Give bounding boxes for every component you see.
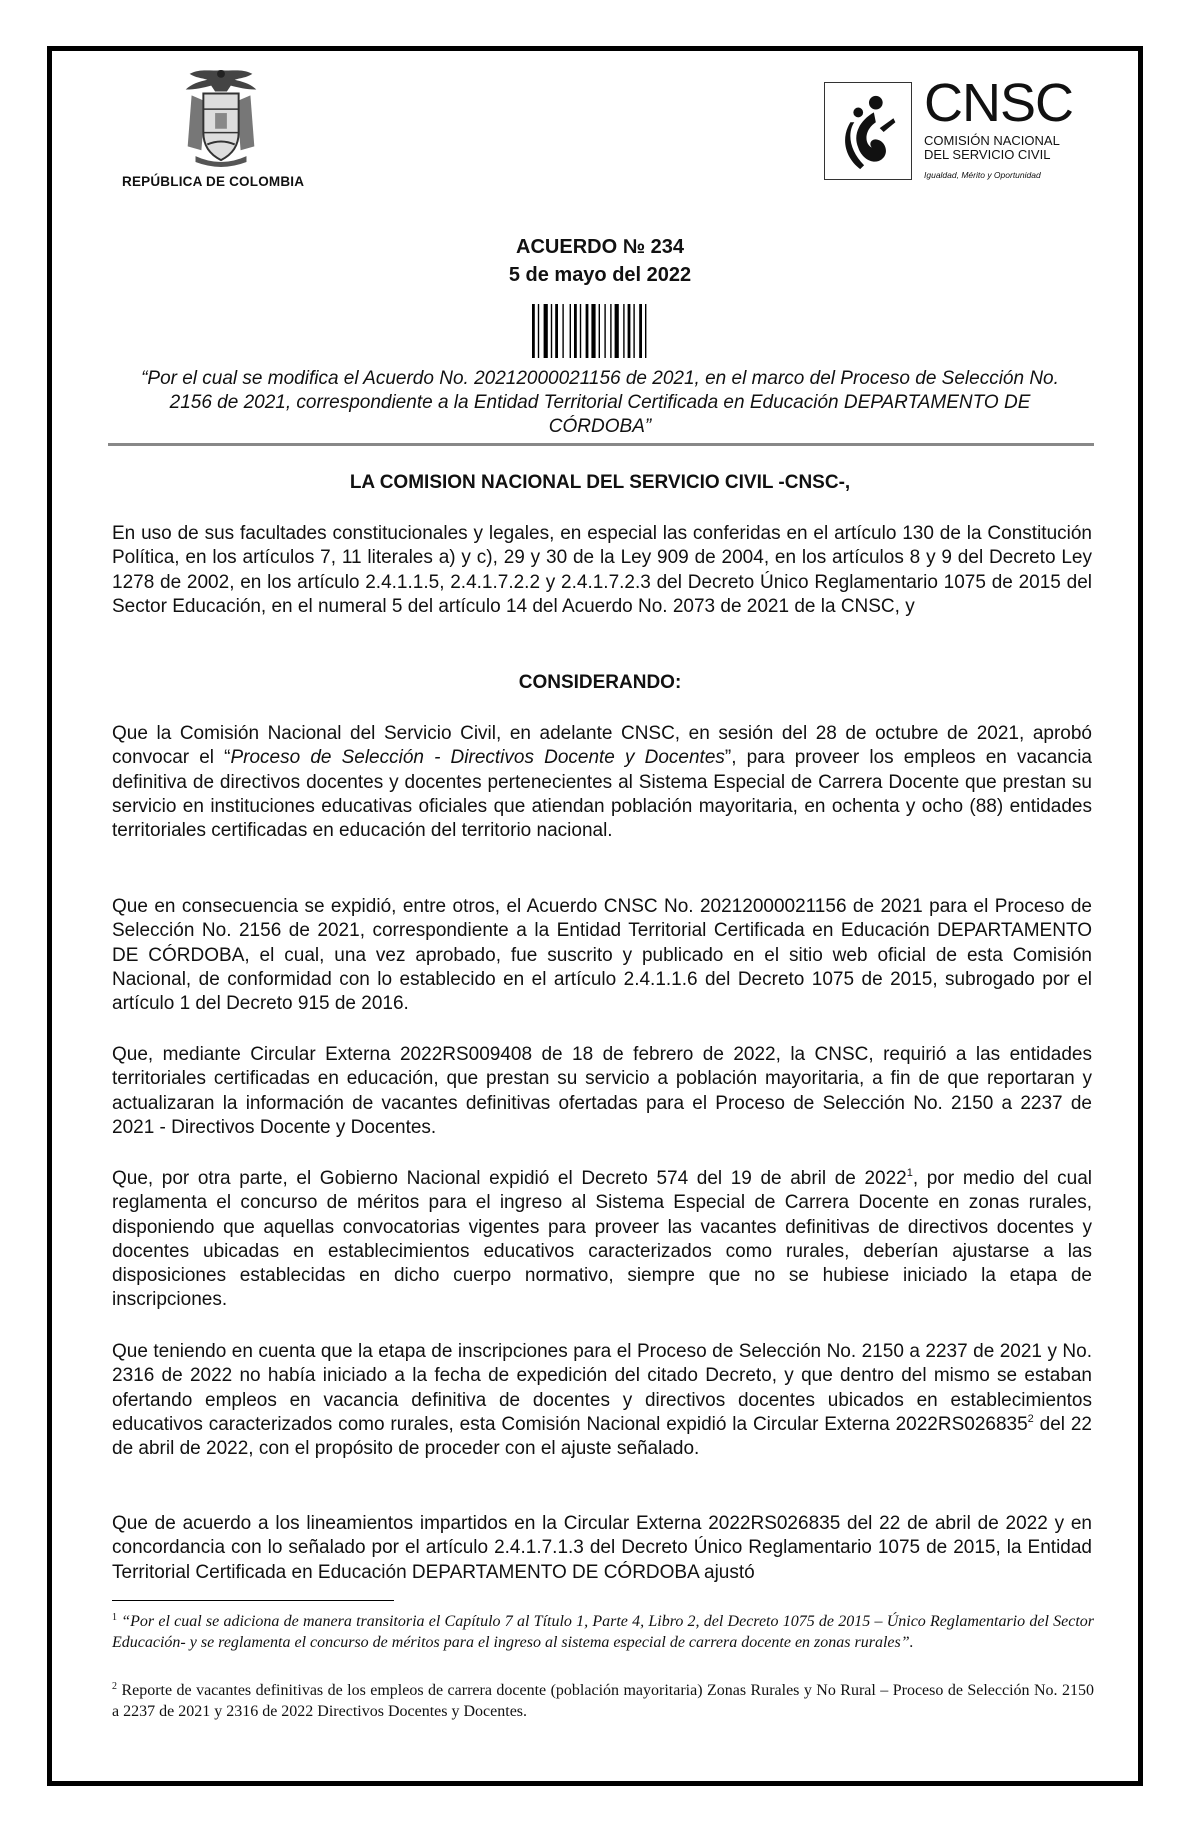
cnsc-acronym: CNSC	[924, 73, 1074, 133]
paragraph-1: Que la Comisión Nacional del Servicio Civil, en adelante CNSC, en sesión del 28 de octubre de 2021, aprobó convocar el “Proceso de Selección - Directivos Docente y Docentes”, para proveer los empleos en vacancia definitiva de directivos docentes y docentes pertenecientes al Sistema Especial de Carrera Docente que prestan su servicio en instituciones educativas oficiales que atiendan población mayoritaria, en ochenta y ocho (88) entidades territoriales certificadas en educación del territorio nacional.	[112, 723, 1092, 842]
acuerdo-number: ACUERDO № 234	[516, 236, 684, 258]
cnsc-figure-icon	[824, 82, 912, 180]
footnote-2: $^2$ Reporte de vacantes definitivas de los empleos de carrera docente (población mayoritaria) Zonas Rurales y No Rural – Proceso de Selección No. 2150 a 2237 de 2021 y 2316 de 2022 Directivos Docentes y Docentes.	[112, 1681, 1094, 1720]
considerando-heading: CONSIDERANDO:	[518, 672, 682, 693]
paragraph-3: Que, mediante Circular Externa 2022RS009408 de 18 de febrero de 2022, la CNSC, requirió a las entidades territoriales certificadas en educación, que prestan su servicio a población mayoritaria, a fin de que reportaran y actualizaran la información de vacantes definitivas ofertadas para el Proceso de Selección No. 2150 a 2237 de 2021 - Directivos Docente y Docentes.	[112, 1044, 1092, 1138]
authority-heading: LA COMISION NACIONAL DEL SERVICIO CIVIL -CNSC-,	[349, 472, 851, 493]
cnsc-tagline: Igualdad, Mérito y Oportunidad	[924, 170, 1041, 180]
footnote-ref-2: 2	[1027, 1412, 1034, 1425]
republic-label: REPÚBLICA DE COLOMBIA	[122, 174, 305, 189]
intro-paragraph: En uso de sus facultades constitucionales y legales, en especial las conferidas en el artículo 130 de la Constitución Política, en los artículos 7, 11 literales a) y c), 29 y 30 de la Ley 909 de 2004, en los artículos 8 y 9 del Decreto Ley 1278 de 2002, en los artículo 2.4.1.1.5, 2.4.1.7.2.2 y 2.4.1.7.2.3 del Decreto Único Reglamentario 1075 de 2015 del Sector Educación, en el numeral 5 del artículo 14 del Acuerdo No. 2073 de 2021 de la CNSC, y	[112, 523, 1092, 617]
paragraph-5: Que teniendo en cuenta que la etapa de inscripciones para el Proceso de Selección No. 2150 a 2237 de 2021 y No. 2316 de 2022 no había iniciado a la fecha de expedición del citado Decreto, y que dentro del mismo se estaban ofertando empleos en vacancia definitiva de docentes y directivos docentes ubicados en establecimientos educativos caracterizados como rurales, esta Comisión Nacional expidió la Circular Externa 2022RS026835$^2$ del 22 de abril de 2022, con el propósito de proceder con el ajuste señalado.	[112, 1341, 1092, 1460]
paragraph-2: Que en consecuencia se expidió, entre otros, el Acuerdo CNSC No. 20212000021156 de 2021 para el Proceso de Selección No. 2156 de 2021, correspondiente a la Entidad Territorial Certificada en Educación DEPARTAMENTO DE CÓRDOBA, el cual, una vez aprobado, fue suscrito y publicado en el sitio web oficial de esta Comisión Nacional, de conformidad con lo establecido en el artículo 2.4.1.1.6 del Decreto 1075 de 2015, subrogado por el artículo 1 del Decreto 915 de 2016.	[112, 896, 1092, 1015]
footnote-1: $^1$ “Por el cual se adiciona de manera transitoria el Capítulo 7 al Título 1, Parte 4, Libro 2, del Decreto 1075 de 2015 – Único Reglamentario del Sector Educación- y se reglamenta el concurso de méritos para el ingreso al sistema especial de carrera docente en zonas rurales”.	[112, 1612, 1094, 1651]
barcode-icon	[532, 304, 672, 358]
colombia-coat-of-arms-icon	[172, 62, 270, 170]
cnsc-full-name: COMISIÓN NACIONAL DEL SERVICIO CIVIL	[924, 133, 1060, 162]
footnote-divider	[112, 1600, 394, 1601]
paragraph-4: Que, por otra parte, el Gobierno Nacional expidió el Decreto 574 del 19 de abril de 2022$^1$, por medio del cual reglamenta el concurso de méritos para el ingreso al Sistema Especial de Carrera Docente en zonas rurales, disponiendo que aquellas convocatorias vigentes para proveer las vacantes definitivas de directivos docentes y docentes ubicadas en establecimientos educativos caracterizados como rurales, deberían ajustarse a las disposiciones establecidas en dicho cuerpo normativo, siempre que no se hubiese iniciado la etapa de inscripciones.	[112, 1167, 1092, 1311]
footnote-ref-1: 1	[906, 1167, 913, 1179]
acuerdo-date: 5 de mayo del 2022	[508, 264, 692, 286]
paragraph-6: Que de acuerdo a los lineamientos impartidos en la Circular Externa 2022RS026835 del 22 de abril de 2022 y en concordancia con lo señalado por el artículo 2.4.1.7.1.3 del Decreto Único Reglamentario 1075 de 2015, la Entidad Territorial Certificada en Educación DEPARTAMENTO DE CÓRDOBA ajustó	[112, 1513, 1092, 1583]
acuerdo-subject: “Por el cual se modifica el Acuerdo No. 20212000021156 de 2021, en el marco del Proceso de Selección No. 2156 de 2021, correspondiente a la Entidad Territorial Certificada en Educación DEPARTAMENTO DE CÓRDOBA”	[141, 368, 1059, 437]
title-divider	[108, 443, 1094, 446]
